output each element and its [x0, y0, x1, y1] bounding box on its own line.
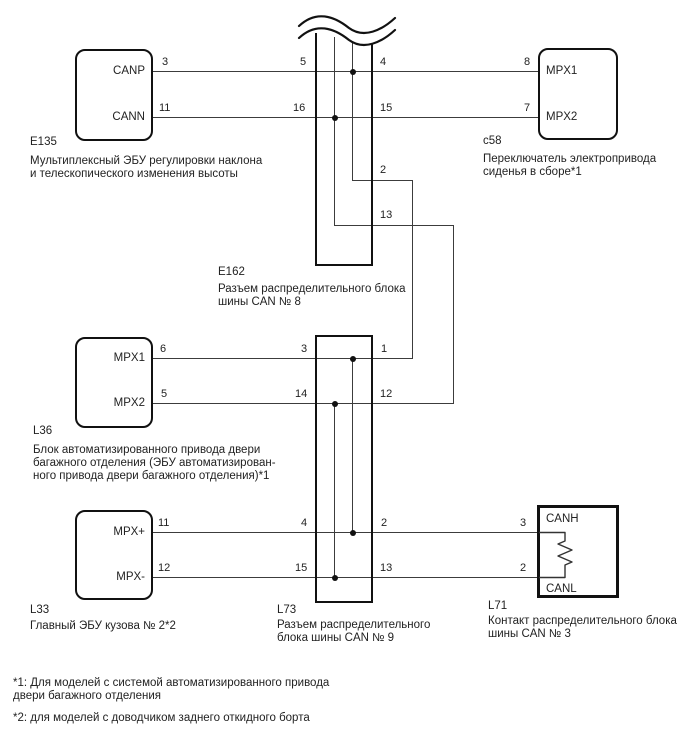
pin-number: 13 [380, 209, 393, 221]
component-desc: Главный ЭБУ кузова № 2*2 [30, 620, 176, 632]
pin-number: 5 [161, 388, 168, 400]
wire-canp-mpx1 [153, 71, 538, 72]
terminal-label: MPX+ [113, 526, 145, 538]
terminal-label: MPX2 [546, 111, 578, 123]
junction-dot [332, 575, 338, 581]
pin-number: 5 [300, 56, 307, 68]
pin-number: 3 [162, 56, 169, 68]
footnote: *2: для моделей с доводчиком заднего откидного борта [13, 712, 310, 724]
pin-number: 11 [158, 517, 170, 529]
component-box-e135 [75, 49, 153, 141]
pin-number: 11 [159, 102, 171, 114]
component-desc: багажного отделения (ЭБУ автоматизирован- [33, 457, 276, 469]
component-desc: ного привода двери багажного отделения)*1 [33, 470, 270, 482]
wire-e162-pin2-v [412, 180, 413, 359]
component-desc: Блок автоматизированного привода двери [33, 444, 261, 456]
component-desc: Разъем распределительного блока [218, 283, 406, 295]
pin-number: 16 [293, 102, 306, 114]
terminal-label: CANP [113, 65, 145, 77]
component-box-l36 [75, 337, 153, 428]
junction-dot [350, 356, 356, 362]
pin-number: 6 [160, 343, 167, 355]
terminal-label: MPX- [116, 571, 145, 583]
component-desc: Контакт распределительного блока [488, 615, 677, 627]
wire-e162-pin2-h [352, 180, 413, 181]
component-desc: и телескопического изменения высоты [30, 168, 238, 180]
pin-number: 4 [380, 56, 387, 68]
component-code: E135 [30, 136, 57, 148]
component-box-l33 [75, 510, 153, 600]
bus-e162-bottom-edge [315, 264, 373, 266]
pin-number: 3 [301, 343, 308, 355]
component-desc: Разъем распределительного [277, 619, 431, 631]
component-desc: шины CAN № 3 [488, 628, 571, 640]
terminal-label: MPX1 [113, 352, 145, 364]
footnote: двери багажного отделения [13, 690, 161, 702]
bus-e162-inner-line-left [334, 37, 335, 226]
footnote: *1: Для моделей с системой автоматизированного привода [13, 677, 330, 689]
pin-number: 4 [301, 517, 308, 529]
bus-e162-right-edge [371, 44, 373, 266]
pin-number: 15 [295, 562, 308, 574]
resistor-icon [539, 528, 579, 582]
component-desc: шины CAN № 8 [218, 296, 301, 308]
terminal-label: CANN [112, 111, 145, 123]
pin-number: 2 [381, 517, 388, 529]
pin-number: 12 [380, 388, 393, 400]
terminal-label: CANH [546, 513, 579, 525]
pin-number: 14 [295, 388, 308, 400]
pin-number: 1 [381, 343, 388, 355]
component-desc: сиденья в сборе*1 [483, 166, 582, 178]
component-box-c58 [538, 48, 618, 140]
component-code: L73 [277, 604, 297, 616]
component-code: L36 [33, 425, 53, 437]
pin-number: 13 [380, 562, 393, 574]
wire-cann-mpx2 [153, 117, 538, 118]
junction-dot [332, 115, 338, 121]
component-desc: Переключатель электропривода [483, 153, 657, 165]
wire-e162-pin13-v [453, 225, 454, 404]
component-code: L71 [488, 600, 508, 612]
bus-e162-inner-line-right [352, 41, 353, 181]
component-code: L33 [30, 604, 50, 616]
pin-number: 3 [520, 517, 527, 529]
component-code: c58 [483, 135, 502, 147]
component-code: E162 [218, 266, 245, 278]
wire-l36-mpx1 [153, 358, 413, 359]
pin-number: 2 [380, 164, 387, 176]
pin-number: 15 [380, 102, 393, 114]
pin-number: 7 [524, 102, 531, 114]
wire-e162-pin13-h [334, 225, 454, 226]
bus-l73 [315, 335, 373, 603]
break-symbol-icon [294, 6, 400, 50]
component-desc: Мультиплексный ЭБУ регулировки наклона [30, 155, 263, 167]
pin-number: 12 [158, 562, 171, 574]
bus-l73-inner-line-left [334, 403, 335, 578]
junction-dot [350, 530, 356, 536]
bus-e162-left-edge [315, 33, 317, 266]
bus-l73-inner-line-right [352, 358, 353, 533]
junction-dot [350, 69, 356, 75]
wire-l36-mpx2 [153, 403, 454, 404]
terminal-label: MPX1 [546, 65, 578, 77]
pin-number: 8 [524, 56, 531, 68]
pin-number: 2 [520, 562, 527, 574]
component-desc: блока шины CAN № 9 [277, 632, 395, 644]
junction-dot [332, 401, 338, 407]
terminal-label: MPX2 [113, 397, 145, 409]
terminal-label: CANL [546, 583, 577, 595]
